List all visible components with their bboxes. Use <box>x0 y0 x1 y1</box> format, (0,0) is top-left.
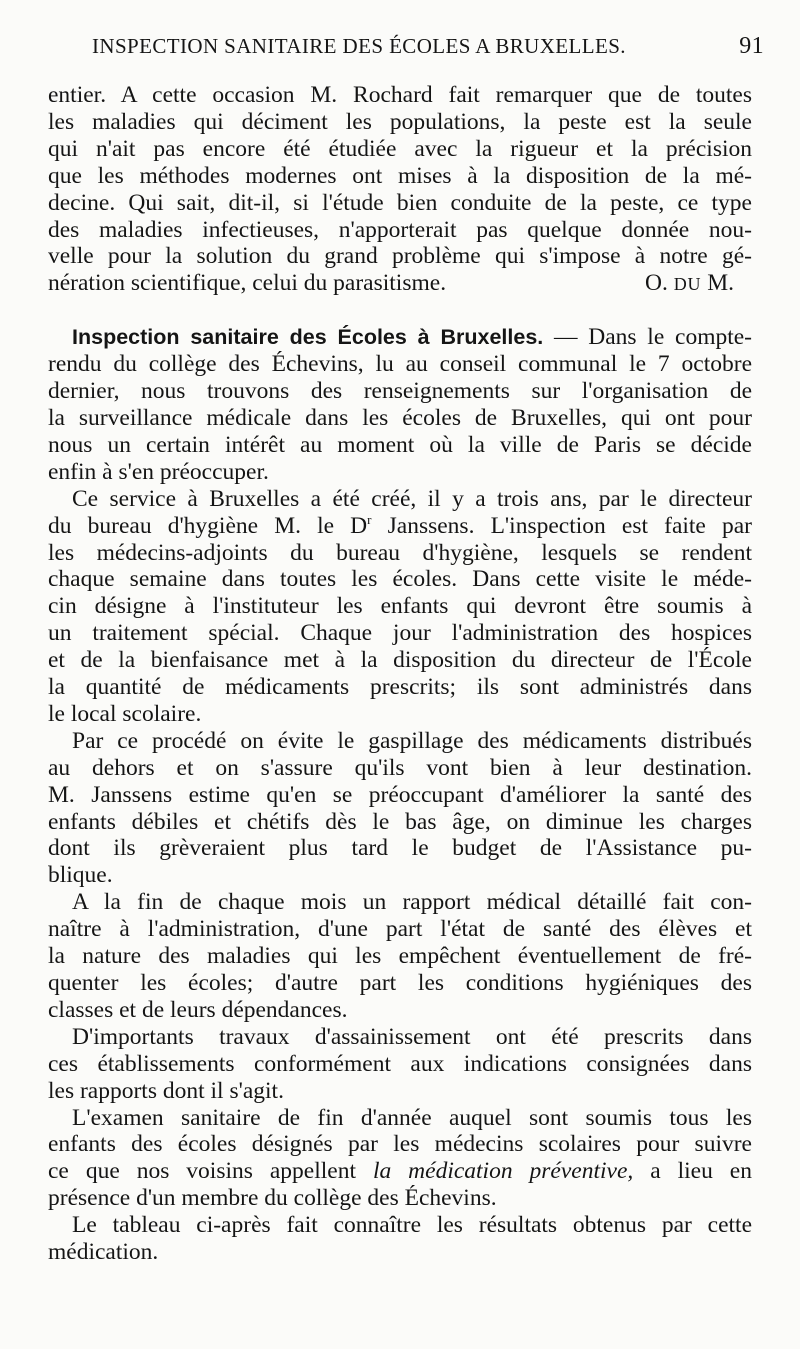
text-line: qui n'ait pas encore été étudiée avec la rigueur et la précision <box>48 135 752 162</box>
section-inspection-bruxelles <box>48 324 752 485</box>
paragraph-examen <box>48 1105 752 1213</box>
text-line: chaque semaine dans toutes les écoles. Dans cette visite le méde- <box>48 566 752 593</box>
signature-initial: O. <box>645 270 668 297</box>
text-line: blique. <box>48 862 113 889</box>
author-signature <box>645 270 734 298</box>
text-fragment: du bureau d'hygiène M. le D <box>48 512 368 539</box>
text-line: enfants des écoles désignés par les médecins scolaires pour suivre <box>48 1131 752 1158</box>
text-fragment: ce que nos voisins appellent <box>48 1158 373 1185</box>
text-line: et de la bienfaisance met à la disposition du directeur de l'École <box>48 647 752 674</box>
signature-particle: DU <box>673 274 702 295</box>
text-line: que les méthodes modernes ont mises à la disposition de la mé- <box>48 162 752 189</box>
text-line: un traitement spécial. Chaque jour l'administration des hospices <box>48 620 752 647</box>
text-line: au dehors et on s'assure qu'ils vont bien à leur destination. <box>48 754 752 781</box>
text-line: decine. Qui sait, dit-il, si l'étude bien conduite de la peste, ce type <box>48 189 752 216</box>
page-number: 91 <box>739 33 764 59</box>
section-first-line <box>48 324 752 351</box>
paragraph-rochard <box>48 82 752 297</box>
text-line: la nature des maladies qui les empêchent éventuellement de fré- <box>48 943 752 970</box>
text-line: Ce service à Bruxelles a été créé, il y a trois ans, par le directeur <box>72 485 752 512</box>
text-line: cin désigne à l'instituteur les enfants qui devront être soumis à <box>48 593 752 620</box>
text-line: quenter les écoles; d'autre part les conditions hygiéniques des <box>48 970 752 996</box>
text-line: enfants débiles et chétifs dès le bas âge, on diminue les charges <box>48 808 752 835</box>
paragraph-procede <box>48 728 752 889</box>
text-line: Le tableau ci-après fait connaître les résultats obtenus par cette <box>72 1212 752 1239</box>
text-line: Par ce procédé on évite le gaspillage des médicaments distribués <box>72 727 752 754</box>
text-fragment: a lieu en <box>633 1158 752 1185</box>
section-first-line-text: Dans le compte- <box>588 324 753 351</box>
text-fragment: Janssens. L'inspection est faite par <box>371 512 752 539</box>
text-line: présence d'un membre du collège des Échevins. <box>48 1185 497 1212</box>
text-line: A la fin de chaque mois un rapport médical détaillé fait con- <box>72 889 752 916</box>
text-line: L'examen sanitaire de fin d'année auquel sont soumis tous les <box>72 1104 752 1131</box>
text-line: velle pour la solution du grand problème qui s'impose à notre gé- <box>48 243 752 270</box>
superscript: r <box>367 511 372 527</box>
text-line: des maladies infectieuses, n'apporterait pas quelque donnée nou- <box>48 216 752 243</box>
text-line: ces établissements conformément aux indications consignées dans <box>48 1050 752 1077</box>
text-line: nous un certain intérêt au moment où la ville de Paris se décide <box>48 431 752 458</box>
text-line: entier. A cette occasion M. Rochard fait remarquer que de toutes <box>48 82 752 108</box>
text-line: enfin à s'en préoccuper. <box>48 458 269 485</box>
text-line: les rapports dont il s'agit. <box>48 1077 284 1104</box>
text-line-medication <box>48 1158 752 1185</box>
text-line-with-signature <box>48 270 752 297</box>
text-line: le local scolaire. <box>48 700 202 727</box>
text-line: médication. <box>48 1239 159 1266</box>
paragraph-gap <box>48 297 752 324</box>
section-dash: — <box>543 324 589 351</box>
text-line: classes et de leurs dépendances. <box>48 996 348 1023</box>
text-line: les maladies qui déciment les populations, la peste est la seule <box>48 108 752 135</box>
text-line: la surveillance médicale dans les écoles de Bruxelles, qui ont pour <box>48 404 752 431</box>
paragraph-tableau <box>48 1212 752 1266</box>
italic-term: la médication préventive, <box>372 1158 634 1185</box>
running-header-title: INSPECTION SANITAIRE DES ÉCOLES A BRUXELLES. <box>92 34 626 58</box>
text-line: dernier, nous trouvons des renseignements sur l'organisation de <box>48 378 752 405</box>
running-header <box>92 30 764 62</box>
text-line: rendu du collège des Échevins, lu au conseil communal le 7 octobre <box>48 351 752 378</box>
text-line: naître à l'administration, d'une part l'état de santé des élèves et <box>48 916 752 943</box>
body-text <box>48 82 752 1266</box>
text-line: dont ils grèveraient plus tard le budget de l'Assistance pu- <box>48 835 752 862</box>
text-line: M. Janssens estime qu'en se préoccupant d'améliorer la santé des <box>48 781 752 808</box>
paragraph-rapport <box>48 889 752 1024</box>
paragraph-service <box>48 486 752 728</box>
text-line-janssens <box>48 513 752 540</box>
text-line-end: nération scientifique, celui du parasitisme. <box>48 270 447 297</box>
text-line: la quantité de médicaments prescrits; ils sont administrés dans <box>48 674 752 701</box>
text-line: les médecins-adjoints du bureau d'hygiène, lesquels se rendent <box>48 539 752 566</box>
signature-end: M. <box>707 270 734 297</box>
paragraph-travaux <box>48 1024 752 1105</box>
section-title: Inspection sanitaire des Écoles à Bruxelles. <box>72 325 544 350</box>
text-line: D'importants travaux d'assainissement ont été prescrits dans <box>72 1023 752 1050</box>
